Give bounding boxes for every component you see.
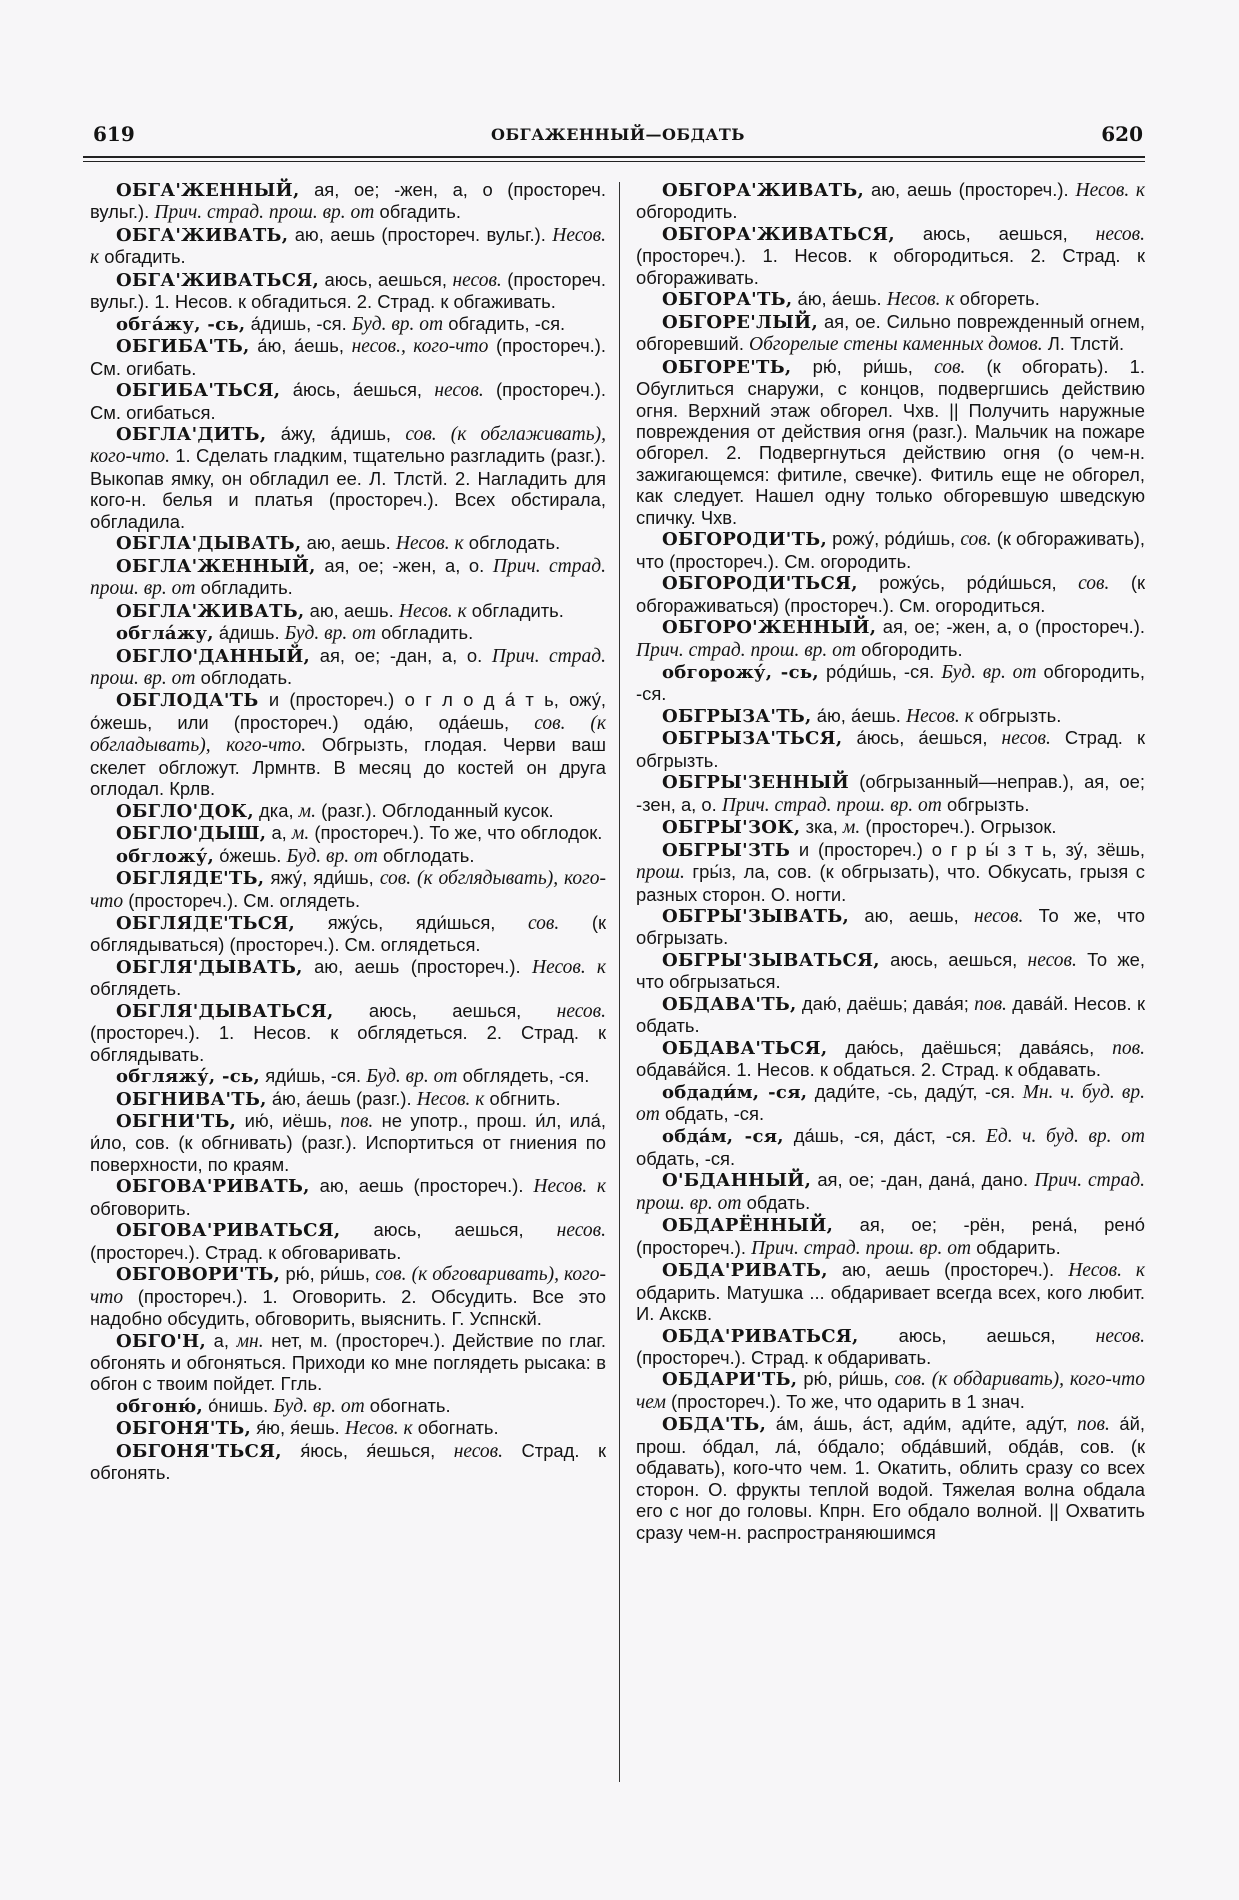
entry-label-italic: Несов. к <box>416 1088 485 1110</box>
headword: ОБГЛЯ'ДЫВАТЬ, <box>116 956 303 978</box>
entry-grammar: рожу́сь, ро́ди́шься, <box>857 572 1079 594</box>
entry-definition: обдарить. <box>971 1236 1061 1258</box>
dictionary-entry <box>636 1125 1145 1169</box>
dictionary-entry <box>90 1065 606 1087</box>
headword: ОБГЛО'ДАННЫЙ, <box>116 645 311 667</box>
entry-label-italic: м. <box>842 817 861 839</box>
entry-grammar: аю, аешь. <box>301 532 396 554</box>
entry-definition: обдарить. Матушка ... обдаривает всегда всех, кого любит. И. Акскв. <box>636 1281 1145 1325</box>
entry-label-italic: Прич. страд. прош. вр. от <box>90 645 606 689</box>
dictionary-entry <box>636 179 1145 223</box>
entry-grammar: аю, аешь (простореч.). <box>864 179 1076 200</box>
entry-definition: (простореч.). Страд. к обговаривать. <box>90 1241 402 1263</box>
page-number-right: 620 <box>1101 122 1143 146</box>
headword: ОБГО'Н, <box>116 1330 207 1352</box>
dictionary-entry <box>636 1037 1145 1081</box>
entry-definition: (простореч.). См. огибаться. <box>90 379 606 423</box>
entry-definition: обдать, -ся. <box>636 1147 736 1169</box>
entry-label-italic: пов. <box>974 993 1007 1015</box>
entry-definition: (простореч.). То же, что одарить в 1 знач. <box>665 1390 1025 1412</box>
headword: ОБГИБА'ТЬСЯ, <box>116 380 281 402</box>
entry-label-italic: сов. (к обгладывать), кого-что. <box>90 712 606 757</box>
headword: ОБГА'ЖИВАТЬ, <box>116 224 289 246</box>
headword: ОБГОВОРИ'ТЬ, <box>116 1264 281 1286</box>
entry-grammar: а́ю, а́ешь, <box>249 335 352 357</box>
entry-definition: обогнать. <box>412 1417 499 1439</box>
dictionary-entry <box>90 800 606 822</box>
entry-definition: обгнить. <box>484 1087 561 1109</box>
entry-definition: гры́з, ла, сов. (к обгрызать), что. Обкусать, грызя с разных сторон. О. ногти. <box>636 861 1145 905</box>
entry-label-italic: сов. (к обглядывать), кого-что <box>90 868 606 912</box>
headword: ОБГЛОДА'ТЬ <box>116 690 259 712</box>
header-rule-thick <box>83 156 1145 158</box>
entry-grammar: дади́те, -сь, даду́т, -ся. <box>807 1080 1023 1102</box>
headword: обга́жу, -сь, <box>116 313 246 335</box>
entry-definition: обглодать. <box>463 532 561 554</box>
dictionary-entry <box>636 1325 1145 1369</box>
headword: ОБГОРА'ЖИВАТЬСЯ, <box>662 223 895 245</box>
headword: ОБГОРЕ'ТЬ, <box>662 356 792 378</box>
dictionary-entry <box>90 822 606 844</box>
entry-grammar: рожу́, ро́ди́шь, <box>827 528 961 550</box>
entry-definition: Л. Тлстй. <box>1042 333 1125 355</box>
dictionary-entry <box>90 179 606 224</box>
entry-grammar: ая, ое; -дан, а, о. <box>310 644 492 666</box>
entry-grammar: а́ю, а́ешь. <box>811 704 906 726</box>
entry-grammar: аю, аешь (простореч.). <box>309 1175 534 1197</box>
headword: ОБГА'ЖИВАТЬСЯ, <box>116 269 320 291</box>
entry-grammar: аюсь, аешься, <box>858 1324 1096 1346</box>
entry-definition: (простореч.). См. огибать. <box>90 335 606 379</box>
dictionary-entry <box>636 1169 1145 1214</box>
entry-grammar: о́нишь. <box>203 1394 274 1416</box>
dictionary-entry <box>636 1214 1145 1259</box>
headword: ОБГЛА'ЖЕННЫЙ, <box>116 555 316 577</box>
entry-definition: обглодать. <box>195 666 293 688</box>
entry-grammar: ию́, иёшь, <box>236 1110 341 1132</box>
entry-label-italic: Буд. вр. от <box>351 313 444 335</box>
entry-label-italic: Буд. вр. от <box>366 1066 458 1088</box>
entry-definition: обгадить. <box>374 201 461 223</box>
dictionary-entry <box>90 555 606 600</box>
entry-definition: обдать. <box>741 1191 811 1213</box>
entry-label-italic: Мн. ч. буд. вр. от <box>636 1081 1146 1126</box>
entry-grammar: ая, ое; -жен, а, о (простореч.). <box>876 616 1145 638</box>
headword: ОБГНИ'ТЬ, <box>116 1111 237 1133</box>
headword: обгорожу́, -сь, <box>662 661 819 683</box>
headword: обгоню́, <box>116 1395 204 1417</box>
entry-label-italic: Несов. к <box>1075 180 1145 201</box>
entry-label-italic: Буд. вр. от <box>284 623 376 645</box>
dictionary-entry <box>90 1110 606 1175</box>
dictionary-entry <box>90 1219 606 1263</box>
entry-grammar: а́юсь, а́ешься, <box>842 727 1002 749</box>
entry-definition: не употр., прош. и́л, ила́, и́ло, сов. (к обгнивать) (разг.). Испортиться от гниения по поверхности, по краям. <box>90 1110 606 1175</box>
dictionary-entry <box>636 705 1145 727</box>
dictionary-entry <box>636 771 1145 816</box>
column-divider <box>619 182 620 1782</box>
entry-label-italic: прош. <box>636 862 685 884</box>
entry-label-italic: м. <box>298 800 316 822</box>
entry-grammar: и (простореч.) о г р ы́ з т ь, зу́, зёшь, <box>790 838 1145 860</box>
headword: ОБГЛА'ДИТЬ, <box>116 423 267 445</box>
entry-label-italic: несов. <box>453 1440 504 1462</box>
entry-definition: дава́й. Несов. к обдать. <box>636 992 1145 1037</box>
entry-definition: То же, что обгрызаться. <box>636 948 1145 993</box>
entry-definition: (к обгораживаться) (простореч.). См. огородиться. <box>636 572 1146 616</box>
headword: ОБГНИВА'ТЬ, <box>116 1088 267 1110</box>
entry-label-italic: сов. <box>960 529 992 551</box>
entry-definition: (к обгораживать), что (простореч.). См. огородить. <box>636 528 1146 572</box>
entry-grammar: ая, ое; -рён, рена́, рено́ (простореч.). <box>636 1214 1145 1258</box>
headword: ОБГОВА'РИВАТЬСЯ, <box>116 1220 341 1242</box>
dictionary-entry <box>90 1330 606 1395</box>
entry-definition: (разг.). Обглоданный кусок. <box>316 799 554 821</box>
entry-grammar: аю, аешь, <box>849 904 975 926</box>
entry-grammar: ая, ое; -жен, а, о (простореч. вульг.). <box>90 179 606 223</box>
entry-label-italic: несов., кого-что <box>351 336 489 358</box>
dictionary-entry <box>90 335 606 379</box>
entry-label-italic: сов. <box>527 912 560 934</box>
entry-definition: обгладить. <box>466 599 564 621</box>
headword: ОБГОРА'ЖИВАТЬ, <box>662 180 865 201</box>
entry-definition: обдава́йся. 1. Несов. к обдаться. 2. Страд. к обдавать. <box>636 1059 1102 1081</box>
entry-grammar: аю, аешь (простореч.). <box>302 955 533 977</box>
entry-definition: Обгрызть, глодая. Черви ваш скелет обгложут. Лрмнтв. В месяц до костей он друга оглодал. Крлв. <box>90 734 607 800</box>
dictionary-entry <box>636 661 1145 705</box>
entry-definition: Страд. к обгрызть. <box>636 727 1145 771</box>
entry-grammar: рю́, ри́шь, <box>791 355 935 377</box>
headword: ОБГЛО'ДЫШ, <box>116 823 267 845</box>
entry-definition: (простореч.). Огрызок. <box>860 816 1057 838</box>
entry-grammar: аюсь, аешься, <box>319 268 453 290</box>
running-head: ОБГАЖЕННЫЙ—ОБДАТЬ <box>491 125 745 144</box>
entry-label-italic: сов. (к обглаживать), кого-что. <box>90 423 606 468</box>
entry-label-italic: несов. <box>1001 728 1051 750</box>
entry-grammar: ая, ое; -дан, дана́, дано. <box>811 1169 1035 1191</box>
entry-grammar: яжу́сь, яди́шься, <box>295 911 528 933</box>
entry-grammar: а́дишь. <box>213 622 285 644</box>
entry-definition: (простореч.). См. оглядеть. <box>123 889 361 911</box>
entry-definition: обгородить. <box>856 638 963 660</box>
headword: обдади́м, -ся, <box>662 1081 808 1103</box>
entry-definition: обгладить. <box>195 577 293 599</box>
entry-grammar: я́ю, я́ешь. <box>251 1417 345 1439</box>
right-column <box>636 179 1145 1543</box>
dictionary-entry <box>90 956 606 1000</box>
entry-label-italic: сов. (к обговаривать), кого-что <box>90 1264 607 1308</box>
dictionary-entry <box>636 1368 1145 1413</box>
entry-label-italic: несов. <box>1095 1325 1145 1347</box>
dictionary-entry <box>90 645 606 690</box>
entry-label-italic: Несов. к <box>398 600 467 622</box>
headword: ОБГЛО'ДОК, <box>116 800 254 822</box>
dictionary-entry <box>90 1395 606 1417</box>
headword: ОБГРЫ'ЗЫВАТЬСЯ, <box>662 949 880 971</box>
headword: ОБДАВА'ТЬСЯ, <box>662 1037 828 1059</box>
dictionary-entry <box>636 905 1145 949</box>
dictionary-entry <box>90 689 606 799</box>
entry-definition: 1. Сделать гладким, тщательно разгладить (разг.). Выкопав ямку, он обгладил ее. Л. Тлстй. 2. Нагладить для кого-н. белья и платья (простореч.). Всех обстирала, обгладила. <box>90 445 606 532</box>
entry-label-italic: несов. <box>974 905 1024 927</box>
header-rule-thin <box>83 161 1145 162</box>
entry-definition: обглодать. <box>377 844 475 866</box>
headword: ОБДАВА'ТЬ, <box>662 993 797 1015</box>
entry-grammar: рю́, ри́шь, <box>797 1368 895 1390</box>
dictionary-entry <box>90 845 606 867</box>
entry-label-italic: Буд. вр. от <box>941 661 1037 683</box>
entry-grammar: а́ю, а́ешь. <box>792 288 887 310</box>
headword: ОБГОНЯ'ТЬ, <box>116 1418 252 1440</box>
dictionary-entry <box>636 1081 1145 1126</box>
entry-label-italic: Прич. страд. прош. вр. от <box>154 202 375 224</box>
entry-grammar: рю́, ри́шь, <box>280 1263 376 1285</box>
entry-label-italic: Прич. страд. прош. вр. от <box>721 794 942 816</box>
entry-label-italic: несов. <box>556 1000 606 1022</box>
dictionary-entry <box>90 1088 606 1110</box>
entry-label-italic: м. <box>291 823 310 845</box>
headword: ОБДА'РИВАТЬСЯ, <box>662 1325 859 1347</box>
entry-label-italic: Несов. к <box>906 705 974 727</box>
entry-grammar: а́юсь, а́ешься, <box>280 379 435 401</box>
headword: ОБГРЫЗА'ТЬ, <box>662 705 812 727</box>
entry-definition: обгладить. <box>375 622 474 644</box>
dictionary-entry <box>636 288 1145 310</box>
entry-label-italic: несов. <box>434 380 484 402</box>
entry-definition: (простореч.). 1. Оговорить. 2. Обсудить. Все это надобно обсудить, обговорить, выяснить. Г. Успнскй. <box>90 1285 606 1330</box>
entry-grammar: дка, <box>253 799 299 821</box>
entry-label-italic: Несов. к <box>395 533 464 555</box>
headword: О'БДАННЫЙ, <box>662 1170 812 1192</box>
headword: ОБГОРОДИ'ТЬСЯ, <box>662 573 858 595</box>
dictionary-entry <box>636 616 1145 661</box>
headword: обгложу́, <box>116 845 215 867</box>
left-column <box>90 179 606 1484</box>
dictionary-entry <box>90 622 606 644</box>
page-header <box>93 122 1143 152</box>
dictionary-entry <box>90 313 606 335</box>
dictionary-entry <box>90 1263 606 1329</box>
entry-definition: обглядеть, -ся. <box>457 1065 590 1087</box>
entry-grammar: я́юсь, я́ешься, <box>281 1439 454 1461</box>
entry-grammar: яди́шь, -ся. <box>260 1065 367 1087</box>
dictionary-entry <box>636 949 1145 993</box>
dictionary-entry <box>636 727 1145 771</box>
entry-definition: (простореч.). То же, что обглодок. <box>309 822 603 844</box>
headword: ОБГРЫ'ЗЫВАТЬ, <box>662 905 850 927</box>
entry-grammar: ро́ди́шь, -ся. <box>818 660 942 682</box>
entry-label-italic: сов. (к обдаривать), кого-что чем <box>636 1369 1146 1413</box>
entry-grammar: зка, <box>800 816 843 838</box>
entry-definition: (простореч.). Страд. к обдаривать. <box>636 1347 932 1369</box>
entry-definition: обогнать. <box>364 1394 451 1416</box>
headword: ОБГРЫ'ЗЕННЫЙ <box>662 772 850 794</box>
entry-definition: а́й, прош. о́бдал, ла́, о́бдало; обда́вший, обда́в, сов. (к обдавать), кого-что чем. 1. Окатить, облить сразу со всех сторон. О. фрукты теплой водой. Тяжелая волна обдала его с ног до головы. Кпрн. Его обдало волной. || Охватить сразу чем-н. распространяюшимся <box>636 1413 1145 1543</box>
headword: ОБДА'ТЬ, <box>662 1414 767 1436</box>
dictionary-entry <box>90 1175 606 1219</box>
headword: обгляжу́, -сь, <box>116 1066 261 1088</box>
headword: ОБГОРО'ЖЕННЫЙ, <box>662 617 877 639</box>
dictionary-entry <box>90 423 606 532</box>
dictionary-entry <box>90 532 606 554</box>
entry-label-italic: несов. <box>1027 949 1077 971</box>
entry-definition: обдать, -ся. <box>659 1103 765 1125</box>
dictionary-entry <box>90 379 606 423</box>
entry-definition: (к обглядываться) (простореч.). См. оглядеться. <box>90 911 606 956</box>
headword: ОБГОРЕ'ЛЫЙ, <box>662 311 819 333</box>
entry-label-italic: Прич. страд. прош. вр. от <box>636 1170 1145 1214</box>
entry-grammar: аю, аешь (простореч.). <box>827 1259 1069 1281</box>
headword: ОБГОРОДИ'ТЬ, <box>662 529 828 551</box>
entry-label-italic: Несов. к <box>344 1418 413 1440</box>
entry-label-italic: Прич. страд. прош. вр. от <box>90 555 606 600</box>
entry-definition: обгадить, -ся. <box>443 312 566 334</box>
headword: ОБГА'ЖЕННЫЙ, <box>116 180 300 201</box>
dictionary-entry <box>636 311 1145 356</box>
entry-label-italic: Буд. вр. от <box>286 845 378 867</box>
headword: ОБДАРЁННЫЙ, <box>662 1215 834 1237</box>
headword: ОБГРЫЗА'ТЬСЯ, <box>662 728 843 750</box>
entry-grammar: аюсь, аешься, <box>340 1219 557 1241</box>
dictionary-entry <box>636 816 1145 838</box>
dictionary-entry <box>90 600 606 622</box>
entry-grammar: аюсь, аешься, <box>333 999 557 1021</box>
entry-label-italic: пов. <box>340 1111 374 1133</box>
entry-grammar: аюсь, аешься, <box>879 948 1028 970</box>
entry-grammar: а́жу, а́дишь, <box>266 422 406 444</box>
dictionary-entry <box>90 1000 606 1065</box>
dictionary-entry <box>90 1417 606 1439</box>
entry-grammar: аю, аешь. <box>304 599 399 621</box>
headword: ОБГРЫ'ЗТЬ <box>662 839 791 861</box>
entry-definition: обгрызть. <box>941 793 1030 815</box>
page-number-left: 619 <box>93 122 135 146</box>
entry-label-italic: сов. <box>934 356 966 378</box>
entry-definition: То же, что обгрызать. <box>636 904 1145 949</box>
headword: ОБГЛЯДЕ'ТЬСЯ, <box>116 912 296 934</box>
entry-label-italic: Буд. вр. от <box>273 1395 365 1417</box>
entry-grammar: (обгрызанный—неправ.), ая, ое; -зен, а, о. <box>636 771 1145 815</box>
entry-grammar: а́дишь, -ся. <box>245 312 352 334</box>
entry-definition: обгореть. <box>954 288 1040 310</box>
entry-definition: обгрызть. <box>973 704 1062 726</box>
dictionary-entry <box>90 224 606 269</box>
dictionary-entry <box>90 269 606 313</box>
dictionary-entry <box>636 1413 1145 1543</box>
entry-grammar: аюсь, аешься, <box>894 222 1096 244</box>
entry-definition: Страд. к обгонять. <box>90 1439 606 1484</box>
entry-definition: (простореч.). 1. Несов. к обгородиться. 2. Страд. к обгораживать. <box>636 245 1145 288</box>
entry-label-italic: Прич. страд. прош. вр. от <box>751 1237 972 1259</box>
headword: ОБДАРИ'ТЬ, <box>662 1369 798 1391</box>
entry-definition: обговорить. <box>90 1197 191 1219</box>
dictionary-entry <box>90 867 606 912</box>
entry-definition: (простореч.). 1. Несов. к обглядеться. 2. Страд. к обглядывать. <box>90 1022 606 1065</box>
entry-grammar: яжу́, яди́шь, <box>264 867 380 889</box>
entry-grammar: а́м, а́шь, а́ст, ади́м, ади́те, аду́т, <box>766 1413 1077 1435</box>
dictionary-entry <box>636 356 1145 529</box>
headword: ОБГИБА'ТЬ, <box>116 336 250 358</box>
dictionary-entry <box>636 993 1145 1037</box>
entry-label-italic: Ед. ч. буд. вр. от <box>985 1126 1145 1148</box>
entry-label-italic: сов. <box>1078 573 1110 595</box>
dictionary-entry <box>90 1440 606 1484</box>
headword: ОБГОВА'РИВАТЬ, <box>116 1176 310 1198</box>
entry-grammar: о́жешь. <box>214 844 287 866</box>
dictionary-entry <box>636 223 1145 288</box>
dictionary-entry <box>636 528 1145 572</box>
dictionary-entry <box>636 839 1145 905</box>
headword: ОБГОНЯ'ТЬСЯ, <box>116 1440 282 1462</box>
entry-label-italic: Несов. к <box>533 1176 606 1198</box>
entry-grammar: а́ю, а́ешь (разг.). <box>266 1087 417 1109</box>
dictionary-entry <box>636 572 1145 616</box>
headword: ОБГОРА'ТЬ, <box>662 289 793 311</box>
entry-label-italic: несов. <box>1095 223 1145 245</box>
entry-grammar: аю, аешь (простореч. вульг.). <box>288 223 553 245</box>
headword: ОБГЛА'ДЫВАТЬ, <box>116 533 302 555</box>
entry-label-italic: Несов. к <box>1068 1260 1145 1282</box>
entry-label-italic: несов. <box>556 1220 606 1242</box>
entry-label-italic: пов. <box>1112 1037 1145 1059</box>
headword: ОБГРЫ'ЗОК, <box>662 817 801 839</box>
dictionary-entry <box>636 1259 1145 1324</box>
headword: обда́м, -ся, <box>662 1126 784 1148</box>
entry-label-italic: Несов. к <box>532 956 606 978</box>
headword: ОБГЛА'ЖИВАТЬ, <box>116 600 305 622</box>
headword: ОБГЛЯ'ДЫВАТЬСЯ, <box>116 1000 334 1022</box>
entry-label-italic: Обгорелые стены каменных домов. <box>749 334 1043 356</box>
entry-definition: нет, м. (простореч.). Действие по глаг. обгонять и обгоняться. Приходи ко мне поглядеть рысака: в обгон с твоим пойдет. Ггль. <box>90 1329 606 1395</box>
entry-label-italic: Прич. страд. прош. вр. от <box>636 639 857 661</box>
entry-grammar: а, <box>266 822 292 844</box>
entry-grammar: да́шь, -ся, да́ст, -ся. <box>783 1125 986 1147</box>
entry-grammar: и (простореч.) о г л о д а́ т ь, ожу́, о́жешь, или (простореч.) ода́ю, ода́ешь, <box>90 689 606 733</box>
entry-label-italic: несов. <box>452 269 502 291</box>
entry-definition: (простореч. вульг.). 1. Несов. к обгадиться. 2. Страд. к обгаживать. <box>90 268 606 313</box>
entry-label-italic: мн. <box>236 1330 264 1352</box>
entry-label-italic: Несов. к <box>886 289 955 311</box>
entry-grammar: даю́, даёшь; дава́я; <box>796 992 975 1014</box>
entry-definition: обгородить. <box>636 201 738 223</box>
entry-definition: (к обгорать). 1. Обуглиться снаружи, с концов, подвергшись действию огня. Верхний этаж обгорел. Чхв. || Получить наружные повреждения от действия огня (разг.). Мальчик на пожаре обгорел. 2. Подвергнуться действию огня (о чем-н. зажигающемся: фитиле, свечке). Фитиль еще не обгорел, как следует. Нашел одну только обгоревшую шведскую спичку. Чхв. <box>636 355 1146 528</box>
headword: обгла́жу, <box>116 623 214 645</box>
entry-grammar: а, <box>206 1329 237 1351</box>
entry-label-italic: Несов. к <box>90 224 606 269</box>
entry-grammar: ая, ое. Сильно поврежденный огнем, обгоревший. <box>636 310 1145 355</box>
entry-definition: обгадить. <box>99 246 186 268</box>
entry-label-italic: пов. <box>1076 1414 1110 1436</box>
entry-definition: обгородить, -ся. <box>636 660 1145 705</box>
entry-definition: обглядеть. <box>90 978 182 1000</box>
headword: ОБГЛЯДЕ'ТЬ, <box>116 868 265 890</box>
dictionary-entry <box>90 912 606 956</box>
entry-grammar: ая, ое; -жен, а, о. <box>315 554 493 576</box>
headword: ОБДА'РИВАТЬ, <box>662 1260 828 1282</box>
entry-grammar: даю́сь, даёшься; дава́ясь, <box>827 1036 1113 1058</box>
